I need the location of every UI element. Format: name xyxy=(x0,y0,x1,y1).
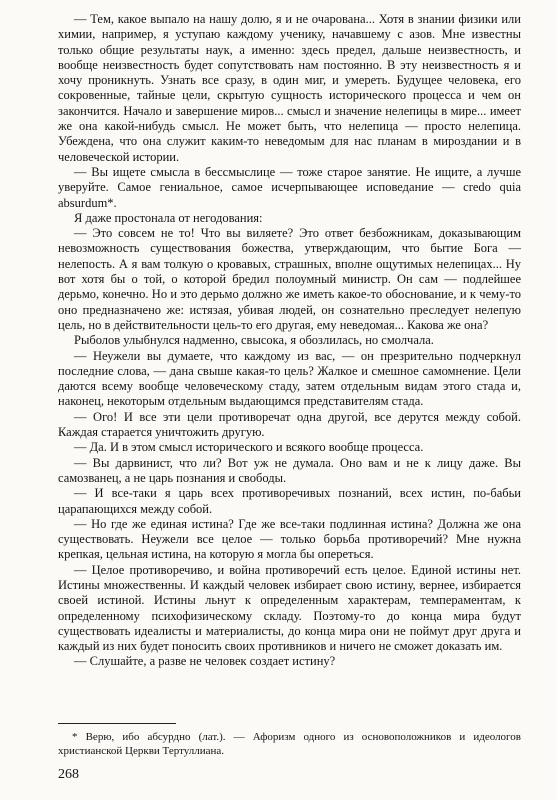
footnote-divider xyxy=(58,723,176,724)
paragraph: — Ого! И все эти цели противоречат одна другой, все дерутся между собой. Каждая старается уничтожить другую. xyxy=(58,409,521,440)
paragraph: — И все-таки я царь всех противоречивых познаний, всех истин, по-бабьи царапающихся между собой. xyxy=(58,486,521,516)
paragraph: — Да. И в этом смысл исторического и всякого вообще процесса. xyxy=(74,440,424,455)
paragraph: — Вы дарвинист, что ли? Вот уж не думала. Оно вам и не к лицу даже. Вы самозванец, а не царь познания и свободы. xyxy=(58,455,521,485)
paragraph: — Вы ищете смысла в бессмыслице — тоже старое занятие. Не ищите, а лучше уверуйте. Самое гениальное, самое исчерпывающее исповедание — credo quia absurdum*. xyxy=(58,164,521,210)
paragraph: — Неужели вы думаете, что каждому из вас, — он презрительно подчеркнул последние слова, — дана свыше какая-то цель? Жалкое и смешное самомнение. Цели даются всему вообще человеческому стаду, затем отдельным видам этого стада и, наконец, некоторым отдельным выдающимся представителям стада. xyxy=(58,348,521,409)
page-number: 268 xyxy=(58,767,79,782)
paragraph: — Слушайте, а разве не человек создает истину? xyxy=(74,654,336,669)
paragraph: Рыболов улыбнулся надменно, свысока, я обозлилась, но смолчала. xyxy=(74,333,434,348)
paragraph: — Тем, какое выпало на нашу долю, я и не очарована... Хотя в знании физики или химии, например, я уступаю каждому ученику, начавшему с азов. Мне известны только общие результаты наук, а именно: здесь предел, дальше неизвестность, и вообще неизвестность будет сопутствовать нам постоянно. В эту неизвестность я и хочу проникнуть. Узнать все сразу, в один миг, и умереть. Будущее человека, его сокровенные, тайные цели, скрытую сущность исторического процесса и чем он закончится. Начало и завершение миров... смысл и значение нелепицы в мире... имеет же она какой-нибудь смысл. Не может быть, что нелепица — просто нелепица. Убеждена, что она служит каким-то неведомым для нас планам в мироздании и в человеческой истории. xyxy=(58,12,521,164)
main-text xyxy=(58,12,521,670)
paragraph: — Это совсем не то! Что вы виляете? Это ответ безбожникам, доказывающим невозможность существования божества, утверждающим, что бытие Бога — нелепость. А я вам толкую о кровавых, страшных, вполне ощутимых нелепицах... Ну вот хотя бы о той, о которой бредил полоумный министр. Он сам — подлейшее дерьмо, конечно. Но и это дерьмо должно же иметь какое-то обоснование, и к чему-то оно предназначено же: истязая, убивая людей, он сознательно преследует нелепую цель, но в действительности цель-то его другая, ему неведомая... Какова же она? xyxy=(58,226,521,332)
footnote: * Верю, ибо абсурдно (лат.). — Афоризм одного из основоположников и идеологов христианской Церкви Тертуллиана. xyxy=(58,731,521,757)
paragraph: Я даже простонала от негодования: xyxy=(74,210,263,225)
paragraph: — Целое противоречиво, и война противоречий есть целое. Единой истины нет. Истины множественны. И каждый человек избирает свою истину, вернее, избирается своей истиной. Истины льнут к определенным характерам, темпераментам, к определенному психофизическому складу. Поэтому-то до конца мира будут существовать идеалисты и материалисты, до конца мира они не поймут друг друга и каждый из них будет поносить своих противников и ничего не сможет доказать им. xyxy=(58,562,521,654)
paragraph: — Но где же единая истина? Где же все-таки подлинная истина? Должна же она существовать. Неужели все целое — только борьба противоречий? Мне нужна крепкая, цельная истина, на которую я могла бы опереться. xyxy=(58,516,521,562)
